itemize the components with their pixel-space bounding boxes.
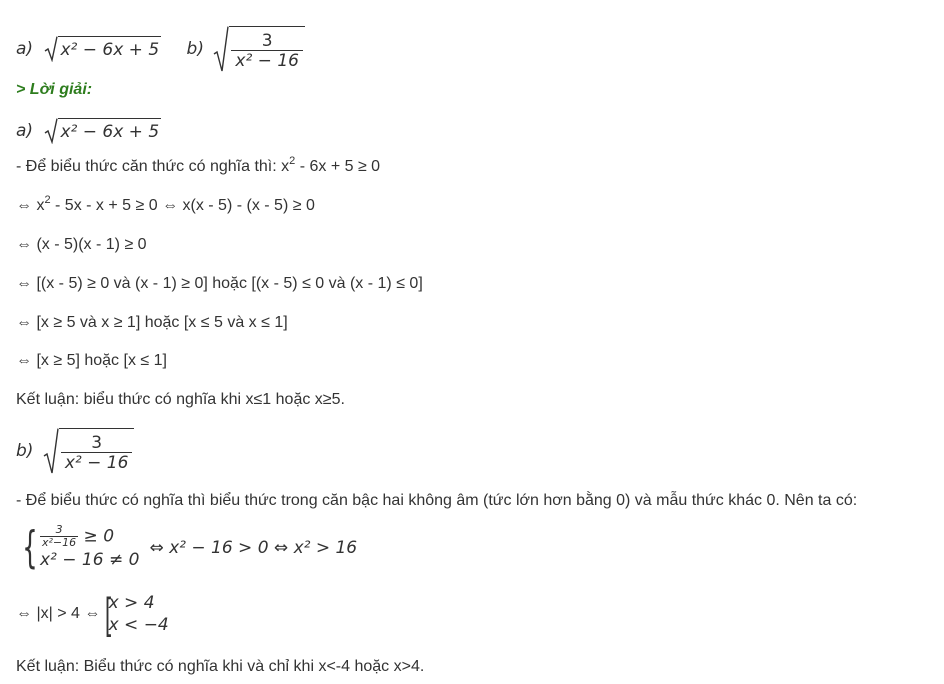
system-fraction-numerator: 3 bbox=[55, 523, 63, 536]
part-a-step-4: ⇔ [x ≥ 5 và x ≥ 1] hoặc [x ≤ 5 và x ≤ 1] bbox=[16, 314, 288, 331]
abs-value-step bbox=[16, 589, 169, 638]
radical-sign-icon bbox=[44, 118, 58, 144]
condition-system bbox=[16, 521, 358, 573]
system-result: ⇔ x² − 16 > 0 ⇔ x² > 16 bbox=[149, 537, 358, 558]
part-b-denominator: x² − 16 bbox=[61, 452, 133, 472]
problem-a-label: a) bbox=[16, 39, 34, 59]
part-a-conclusion: Kết luận: biểu thức có nghĩa khi x≤1 hoặc x≥5. bbox=[16, 391, 345, 408]
part-b-sqrt bbox=[43, 428, 135, 474]
part-a-radicand: x² − 6x + 5 bbox=[58, 118, 161, 144]
radical-sign-icon bbox=[43, 428, 59, 474]
system-fraction-denominator: x²−16 bbox=[42, 536, 77, 549]
part-a-sqrt bbox=[44, 118, 161, 144]
part-a-step-2: ⇔ (x - 5)(x - 1) ≥ 0 bbox=[16, 236, 147, 253]
part-a-step-3: ⇔ [(x - 5) ≥ 0 và (x - 1) ≥ 0] hoặc [(x - 5) ≤ 0 và (x - 1) ≤ 0] bbox=[16, 275, 423, 292]
abs-step-text: ⇔ |x| > 4 ⇔ bbox=[16, 605, 101, 622]
radical-sign-icon bbox=[44, 36, 58, 62]
problem-b-denominator: x² − 16 bbox=[231, 50, 303, 70]
part-a-condition: - Để biểu thức căn thức có nghĩa thì: $x^2 - 6x + 5 \ge 0$ bbox=[16, 155, 381, 175]
problem-b-numerator: 3 bbox=[261, 31, 273, 51]
part-b-condition: - Để biểu thức có nghĩa thì biểu thức trong căn bậc hai không âm (tức lớn hơn bằng 0) và mẫu thức khác 0. Nên ta có: bbox=[16, 492, 858, 509]
problem-b-sqrt bbox=[213, 26, 305, 72]
part-b-numerator: 3 bbox=[91, 433, 103, 453]
system-row-2: x² − 16 ≠ 0 bbox=[40, 550, 140, 570]
part-a-label: a) bbox=[16, 121, 34, 141]
radical-sign-icon bbox=[213, 26, 229, 72]
solution-heading: > Lời giải: bbox=[16, 81, 93, 98]
problem-statement bbox=[16, 26, 305, 72]
system-row-1-tail: ≥ 0 bbox=[78, 526, 115, 547]
part-b-label: b) bbox=[16, 441, 34, 461]
part-a-step-1: ⇔ $x^2 - 5x - x + 5 \ge 0$ ⇔ x(x - 5) - (x - 5) ≥ 0 bbox=[16, 194, 315, 214]
problem-a-radicand: x² − 6x + 5 bbox=[58, 36, 161, 62]
part-a-title bbox=[16, 118, 161, 144]
part-b-title bbox=[16, 428, 134, 474]
part-b-conclusion: Kết luận: Biểu thức có nghĩa khi và chỉ khi x<-4 hoặc x>4. bbox=[16, 658, 425, 675]
case-1: x > 4 bbox=[108, 593, 155, 613]
left-bracket-icon: [ bbox=[105, 589, 112, 638]
case-2: x < −4 bbox=[108, 615, 169, 635]
part-a-step-5: ⇔ [x ≥ 5] hoặc [x ≤ 1] bbox=[16, 352, 167, 369]
problem-b-label: b) bbox=[186, 39, 204, 59]
problem-a-sqrt bbox=[44, 36, 161, 62]
left-brace-icon: { bbox=[22, 521, 38, 573]
